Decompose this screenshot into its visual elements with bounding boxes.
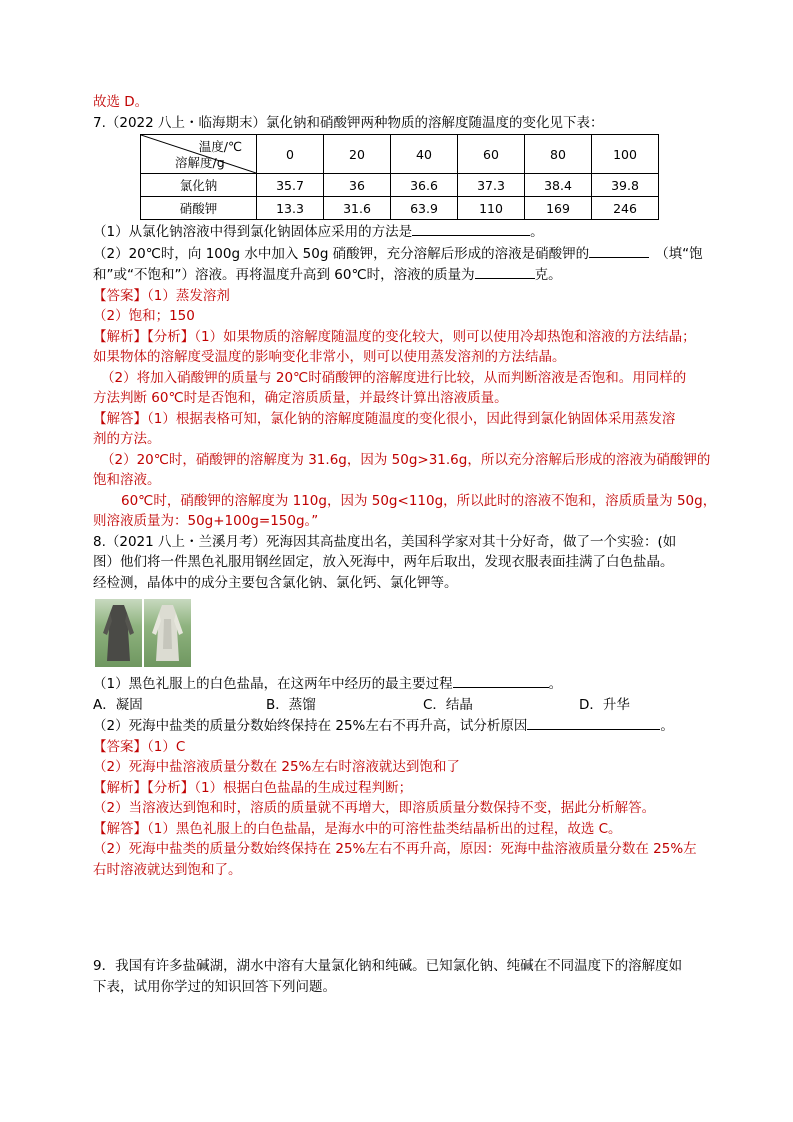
table-row bbox=[141, 197, 659, 220]
q7-analysis: 如果物体的溶解度受温度的影响变化非常小，则可以使用蒸发溶剂的方法结晶。 bbox=[93, 349, 566, 365]
q8-answer: （2）死海中盐溶液质量分数在 25%左右时溶液就达到饱和了 bbox=[93, 759, 460, 775]
temp-header: 80 bbox=[525, 135, 592, 174]
table-cell: 38.4 bbox=[525, 174, 592, 197]
q8-part1-text: （1）黑色礼服上的白色盐晶，在这两年中经历的最主要过程 bbox=[93, 676, 453, 692]
table-cell: 169 bbox=[525, 197, 592, 220]
table-cell: 246 bbox=[592, 197, 659, 220]
q8-stem: 图）他们将一件黑色礼服用钢丝固定，放入死海中，两年后取出，发现衣服表面挂满了白色盐晶。 bbox=[93, 554, 674, 570]
solubility-table bbox=[140, 134, 659, 220]
q7-solution: 剂的方法。 bbox=[93, 431, 161, 447]
temp-header: 100 bbox=[592, 135, 659, 174]
table-cell: 36.6 bbox=[391, 174, 458, 197]
q7-part2-unit: 克。 bbox=[534, 267, 562, 283]
table-cell: 36 bbox=[324, 174, 391, 197]
q7-solution: 【解答】（1）根据表格可知，氯化钠的溶解度随温度的变化很小，因此得到氯化钠固体采用蒸发溶 bbox=[93, 410, 676, 427]
q8-analysis: （2）当溶液达到饱和时，溶质的质量就不再增大，即溶质质量分数保持不变，据此分析解答。 bbox=[93, 800, 656, 816]
q7-part1 bbox=[93, 221, 713, 243]
q8-part1 bbox=[93, 673, 713, 695]
q7-part2-cont bbox=[93, 264, 713, 286]
q7-part2-hint: （填“饱 bbox=[655, 245, 703, 262]
q8-part2-end: 。 bbox=[660, 718, 674, 734]
row-label: 氯化钠 bbox=[141, 174, 257, 197]
table-cell: 37.3 bbox=[458, 174, 525, 197]
answer-blank[interactable] bbox=[412, 221, 530, 236]
q7-part2 bbox=[93, 243, 713, 265]
answer-blank[interactable] bbox=[475, 264, 535, 279]
q7-part1-end: 。 bbox=[530, 224, 544, 240]
table-header-row bbox=[141, 135, 659, 174]
table-cell: 35.7 bbox=[257, 174, 324, 197]
dress-photos bbox=[93, 599, 713, 667]
table-cell: 63.9 bbox=[391, 197, 458, 220]
table-corner-cell bbox=[141, 135, 257, 174]
q8-solution: 【解答】（1）黑色礼服上的白色盐晶，是海水中的可溶性盐类结晶析出的过程，故选 C。 bbox=[93, 820, 622, 837]
table-cell: 31.6 bbox=[324, 197, 391, 220]
option-b[interactable]: B．蒸馏 bbox=[266, 696, 316, 713]
q7-stem: 7.（2022 八上・临海期末）氯化钠和硝酸钾两种物质的溶解度随温度的变化见下表： bbox=[93, 114, 604, 131]
q9-stem: 9．我国有许多盐碱湖，湖水中溶有大量氯化钠和纯碱。已知氯化钠、纯碱在不同温度下的溶解度如 bbox=[93, 958, 683, 974]
row-label: 硝酸钾 bbox=[141, 197, 257, 220]
q7-part2-text: （2）20℃时，向 100g 水中加入 50g 硝酸钾，充分溶解后形成的溶液是硝酸钾的 bbox=[93, 245, 590, 262]
temp-header: 60 bbox=[458, 135, 525, 174]
table-cell: 13.3 bbox=[257, 197, 324, 220]
q7-answer: （2）饱和；150 bbox=[93, 308, 195, 324]
option-c[interactable]: C．结晶 bbox=[423, 696, 473, 713]
q8-options bbox=[93, 695, 713, 716]
option-d[interactable]: D．升华 bbox=[579, 696, 630, 713]
q8-stem: 8.（2021 八上・兰溪月考）死海因其高盐度出名，美国科学家对其十分好奇，做了一个实验：(如 bbox=[93, 533, 677, 550]
q8-stem: 经检测，晶体中的成分主要包含氯化钠、氯化钙、氯化钾等。 bbox=[93, 574, 458, 591]
q7-solution: 60℃时，硝酸钾的溶解度为 110g，因为 50g<110g，所以此时的溶液不饱和，溶质质量为 50g， bbox=[121, 492, 717, 509]
q7-part2-text2: 和”或“不饱和”）溶液。再将温度升高到 60℃时，溶液的质量为 bbox=[93, 267, 475, 283]
answer-blank[interactable] bbox=[527, 715, 660, 730]
q7-analysis: 方法判断 60℃时是否饱和，确定溶质质量，并最终计算出溶液质量。 bbox=[93, 390, 508, 406]
temp-header: 0 bbox=[257, 135, 324, 174]
q7-part1-text: （1）从氯化钠溶液中得到氯化钠固体应采用的方法是 bbox=[93, 224, 413, 240]
q7-answer: 【答案】（1）蒸发溶剂 bbox=[93, 287, 230, 304]
q8-part1-end: 。 bbox=[548, 676, 563, 692]
table-cell: 110 bbox=[458, 197, 525, 220]
temp-header: 40 bbox=[391, 135, 458, 174]
q7-solution: 则溶液质量为：50g+100g=150g。” bbox=[93, 513, 319, 529]
document-page bbox=[93, 92, 717, 997]
q8-part2 bbox=[93, 715, 713, 737]
answer-blank[interactable] bbox=[589, 243, 649, 258]
answer-blank[interactable] bbox=[453, 673, 549, 688]
q8-solution: （2）死海中盐类的质量分数始终保持在 25%左右不再升高，原因：死海中盐溶液质量分数在 25%左 bbox=[93, 841, 697, 857]
salt-covered-dress-photo bbox=[144, 599, 191, 667]
temp-header: 20 bbox=[324, 135, 391, 174]
q8-solution: 右时溶液就达到饱和了。 bbox=[93, 861, 242, 878]
option-a[interactable]: A．凝固 bbox=[93, 696, 143, 713]
corner-temp-label: 温度/℃ bbox=[198, 139, 242, 154]
q9-stem: 下表，试用你学过的知识回答下列问题。 bbox=[93, 978, 336, 995]
table-cell: 39.8 bbox=[592, 174, 659, 197]
q8-answer: 【答案】（1）C bbox=[93, 738, 186, 755]
q8-part2-text: （2）死海中盐类的质量分数始终保持在 25%左右不再升高，试分析原因 bbox=[93, 718, 528, 734]
prev-answer: 故选 D。 bbox=[93, 94, 149, 110]
table-row bbox=[141, 174, 659, 197]
q8-analysis: 【解析】【分析】（1）根据白色盐晶的生成过程判断； bbox=[93, 779, 413, 796]
black-dress-photo bbox=[95, 599, 142, 667]
spacer bbox=[93, 880, 713, 956]
q7-solution: 饱和溶液。 bbox=[93, 472, 161, 488]
q7-analysis: （2）将加入硝酸钾的质量与 20℃时硝酸钾的溶解度进行比较，从而判断溶液是否饱和。用同样的 bbox=[101, 369, 687, 386]
q7-solution: （2）20℃时，硝酸钾的溶解度为 31.6g，因为 50g>31.6g，所以充分溶解后形成的溶液为硝酸钾的 bbox=[101, 451, 711, 468]
q7-analysis: 【解析】【分析】（1）如果物质的溶解度随温度的变化较大，则可以使用冷却热饱和溶液的方法结晶； bbox=[93, 328, 696, 345]
corner-solubility-label: 溶解度/g bbox=[175, 155, 225, 170]
